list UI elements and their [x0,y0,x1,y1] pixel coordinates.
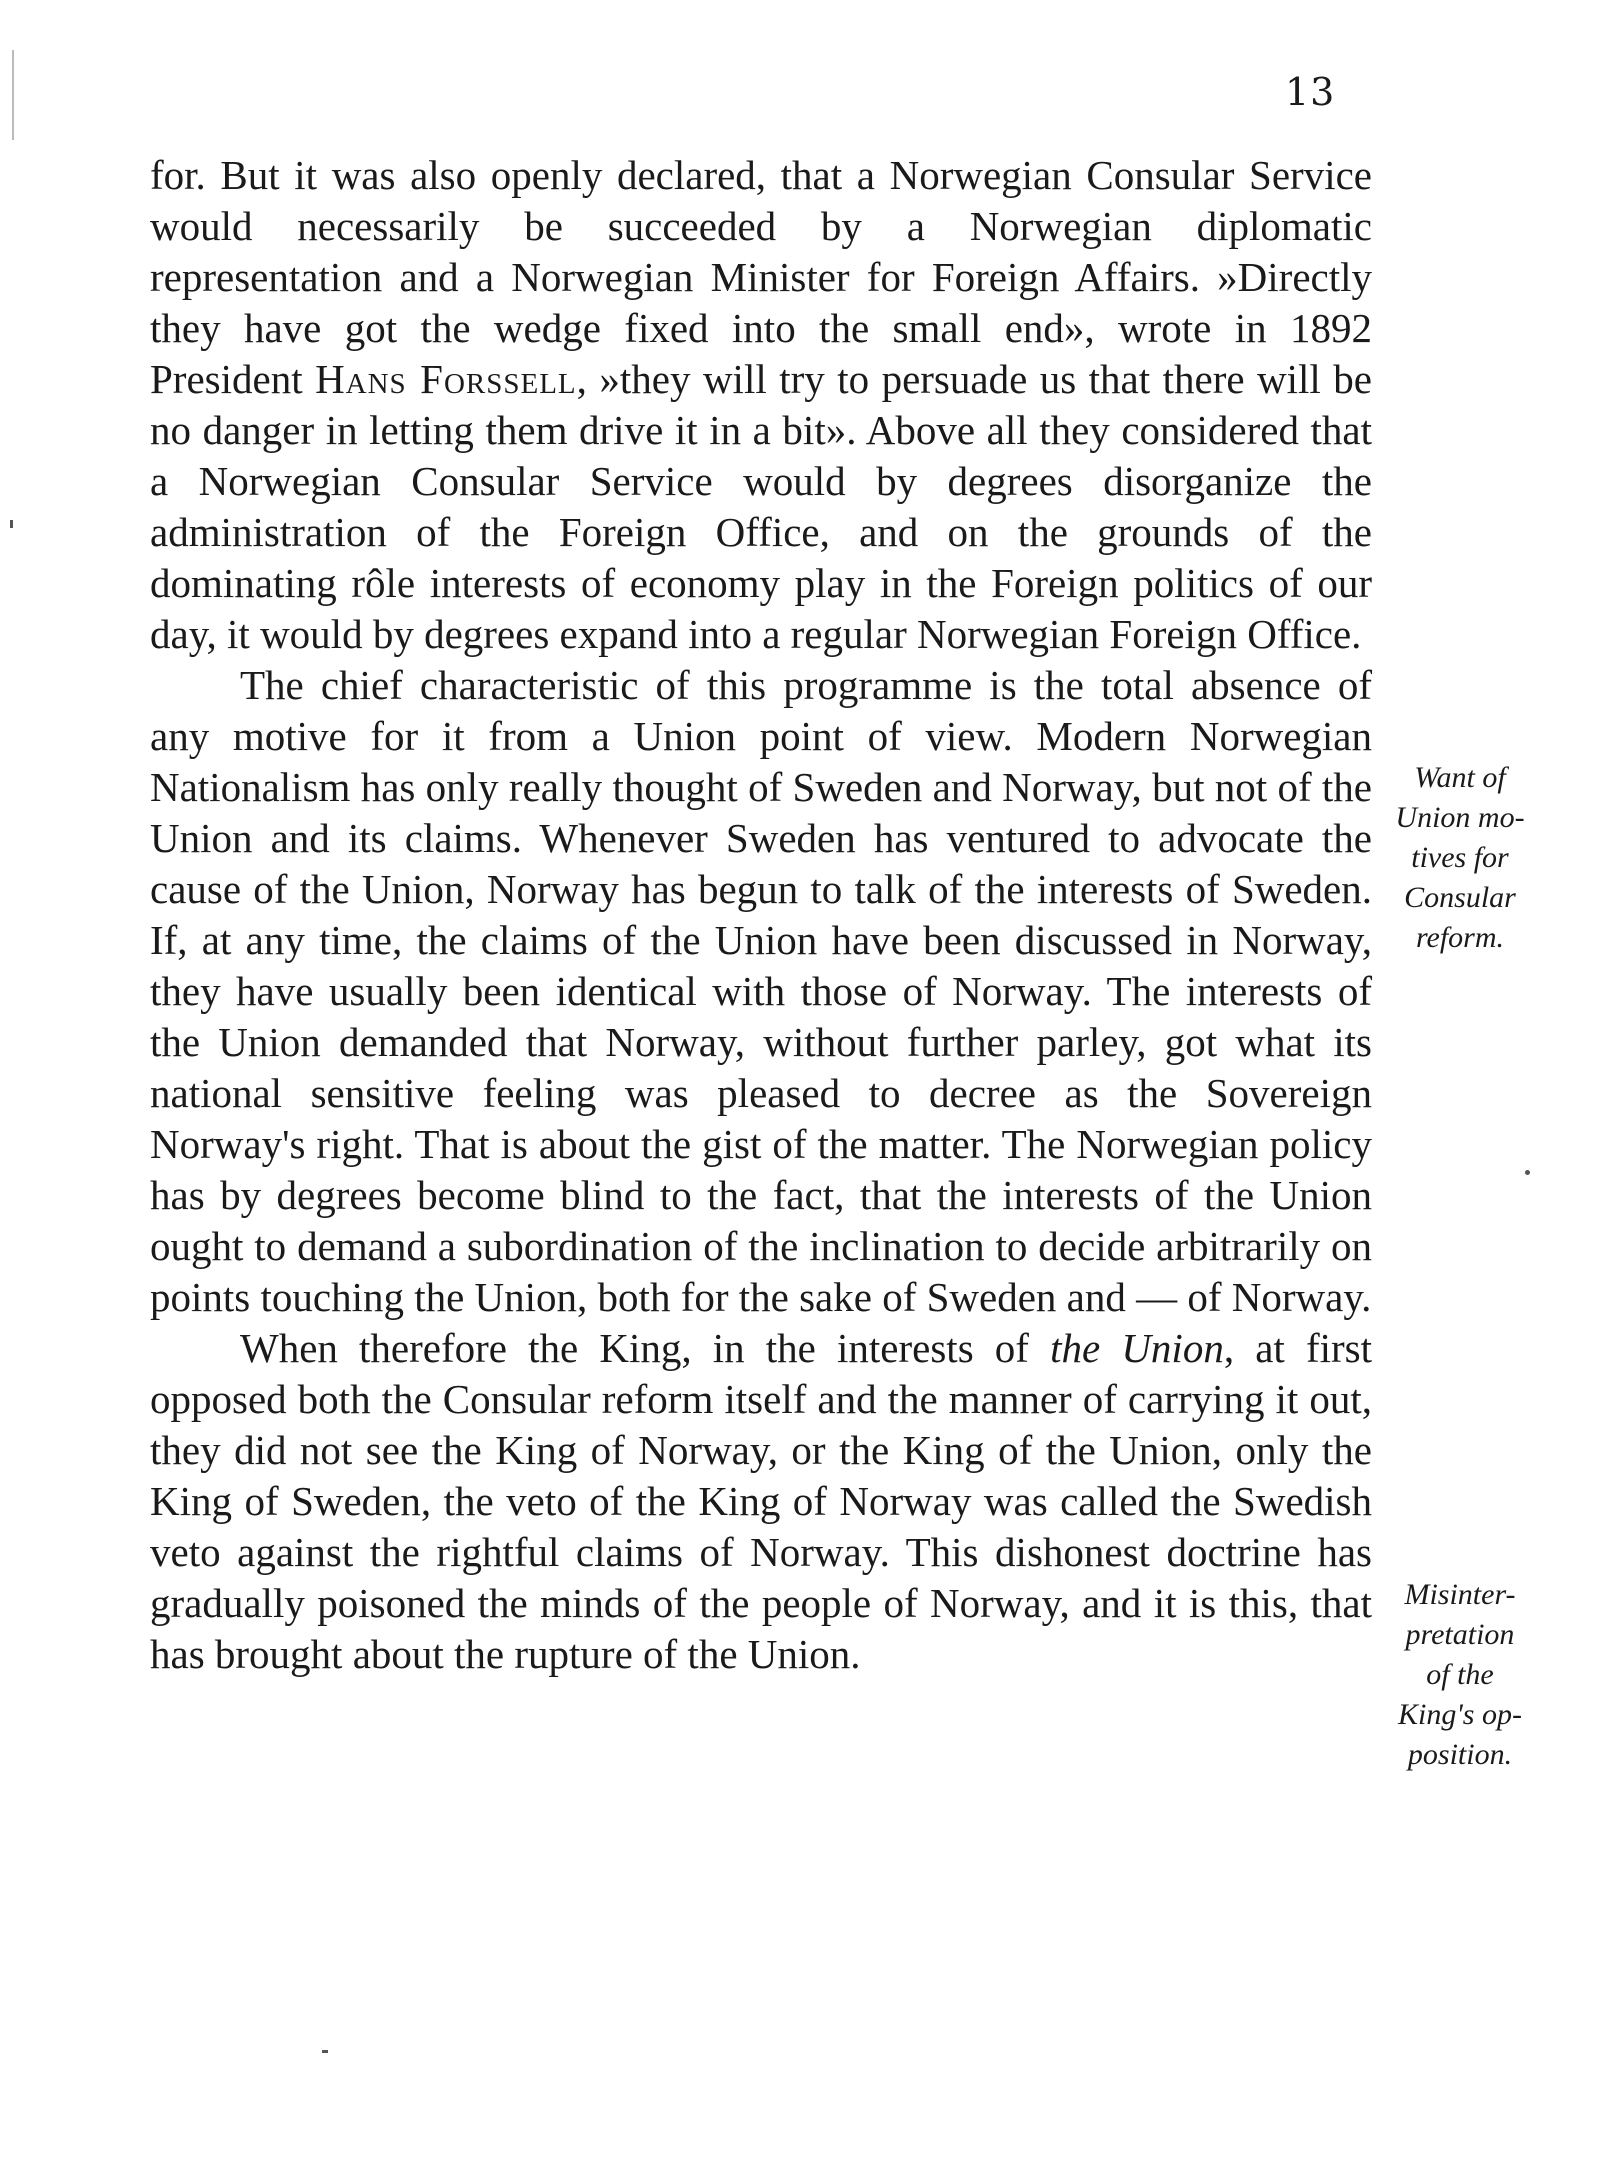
paragraph-3-text-b: , at first opposed both the Consular reform itself and the manner of carrying it out, they did not see the King of Norway, or the King of the Union, only the King of Sweden, the veto of the King of Norway was called the Swedish veto against the rightful claims of Norway. This dishonest doctrine has gradually poisoned the minds of the people of Norway, and it is this, that has brought about the rupture of the Union. [150,1325,1372,1677]
margin-note-line: reform. [1415,921,1505,954]
scan-speck [10,520,13,528]
margin-note-line: Misinter- [1404,1578,1516,1611]
paragraph-3 [150,1323,1372,1680]
margin-note-line: tives for [1411,841,1509,874]
paragraph-2 [150,660,1372,1323]
scan-margin-mark [12,50,14,140]
margin-note-line: pretation [1405,1618,1515,1651]
margin-note-misinterpretation [1375,1575,1545,1775]
body-text [150,150,1372,1680]
author-name: Hans Forssell [315,356,577,402]
margin-note-line: Union mo- [1395,801,1525,834]
margin-note-line: King's op- [1398,1698,1522,1731]
scan-speck [322,2050,328,2053]
page-number: 13 [1285,70,1336,114]
margin-note-line: position. [1407,1738,1513,1771]
margin-note-line: of the [1426,1658,1494,1691]
paragraph-1-text-a: for. But it was also openly declared, that a Norwegian Consular Service would necessarily be succeeded by a Norwegian diplomatic representation and a Norwegian Minister for Foreign Affairs. »Directly they have got the wedge fixed into the small end», wrote in 1892 President [150,152,1372,402]
margin-note-want-of-union-motives [1375,758,1545,958]
paragraph-2-text: The chief characteristic of this programme is the total absence of any motive for it from a Union point of view. Modern Norwegian Nationalism has only really thought of Sweden and Norway, but not of the Union and its claims. Whenever Sweden has ventured to advocate the cause of the Union, Norway has begun to talk of the interests of Sweden. If, at any time, the claims of the Union have been discussed in Norway, they have usually been identical with those of Norway. The interests of the Union demanded that Norway, without further parley, got what its national sensitive feeling was pleased to decree as the Sovereign Norway's right. That is about the gist of the matter. The Norwegian policy has by degrees become blind to the fact, that the interests of the Union ought to demand a subordination of the inclination to decide arbitrarily on points touching the Union, both for the sake of Sweden and — of Norway. [150,662,1372,1320]
margin-note-line: Want of [1414,761,1506,794]
scan-speck [1525,1170,1530,1175]
paragraph-1-text-b: , »they will try to persuade us that there will be no danger in letting them drive it in a bit». Above all they considered that a Norwegian Consular Service would by degrees disorganize the administration of the Foreign Office, and on the grounds of the dominating rôle interests of economy play in the Foreign politics of our day, it would by degrees expand into a regular Norwegian Foreign Office. [150,356,1372,657]
emphasis-the-union: the Union [1050,1325,1224,1371]
paragraph-3-text-a: When therefore the King, in the interests of [240,1325,1051,1371]
margin-note-line: Consular [1404,881,1516,914]
paragraph-1 [150,150,1372,660]
